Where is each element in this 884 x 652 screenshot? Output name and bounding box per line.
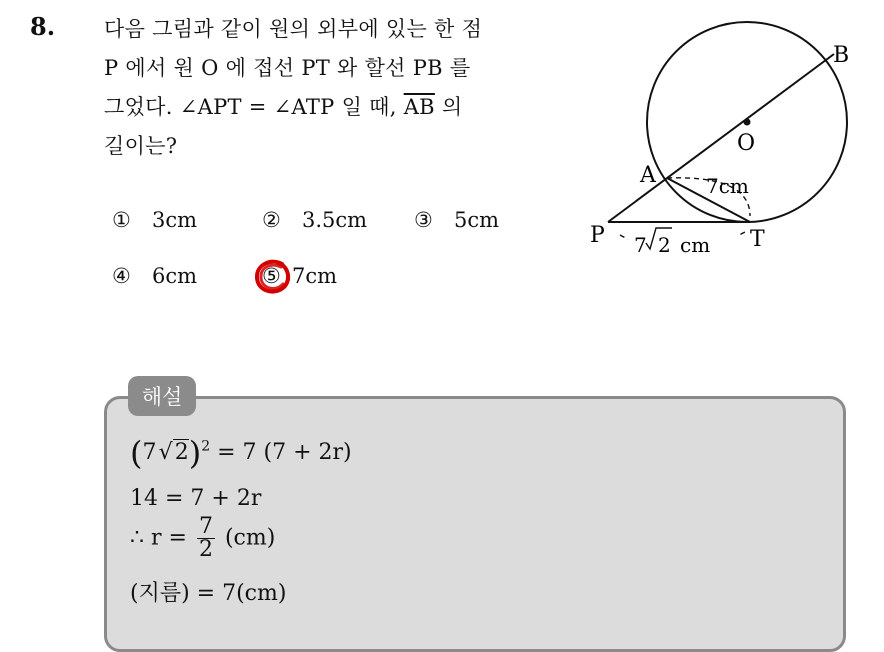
label-p: P — [590, 223, 605, 248]
question-line-3-text: 그었다. ∠APT = ∠ATP 일 때, — [104, 95, 397, 119]
solution-line-1: (7 √2)$^2$ = 7 (7 + 2r) — [130, 434, 352, 472]
label-a: A — [640, 163, 656, 188]
paren-close: ) — [188, 434, 202, 472]
solution-line-2: 14 = 7 + 2r — [130, 486, 262, 511]
question-number: 8. — [30, 12, 56, 41]
label-b: B — [833, 43, 850, 68]
label-pt-unit: cm — [680, 233, 711, 257]
question-line-1: 다음 그림과 같이 원의 외부에 있는 한 점 — [104, 17, 483, 41]
sol-coef: 7 — [142, 440, 157, 465]
fraction-den: 2 — [198, 537, 213, 562]
choice-3-value: 5cm — [454, 208, 500, 232]
sol-line3-prefix: ∴ r = — [130, 525, 187, 551]
center-point — [744, 119, 751, 126]
fraction — [197, 516, 215, 561]
geometry-figure — [580, 0, 884, 280]
choice-2[interactable] — [262, 208, 367, 232]
choice-4[interactable] — [112, 264, 197, 288]
choice-1-mark: ① — [112, 208, 131, 232]
solution-line-3 — [130, 516, 275, 561]
choice-4-mark: ④ — [112, 264, 131, 288]
sol-line1-rhs: = 7 (7 + 2r) — [217, 440, 352, 465]
label-t: T — [750, 227, 765, 252]
fraction-num: 7 — [198, 514, 213, 539]
solution-line-4: (지름) = 7(cm) — [130, 581, 287, 606]
choice-1-value: 3cm — [152, 208, 198, 232]
question-text — [104, 10, 564, 166]
question-line-3-tail: 의 — [441, 95, 463, 119]
question-line-4: 길이는? — [104, 134, 178, 158]
choice-2-value: 3.5cm — [302, 208, 368, 232]
segment-ab: $\overline{AB}$ — [403, 95, 435, 119]
choice-2-mark: ② — [262, 208, 281, 232]
choice-1[interactable] — [112, 208, 197, 232]
choice-3-mark: ③ — [414, 208, 433, 232]
choice-5-value: 7cm — [292, 264, 338, 288]
question-line-2: P 에서 원 O 에 접선 PT 와 할선 PB 를 — [104, 56, 471, 80]
paren-open: ( — [130, 434, 143, 472]
choice-3[interactable] — [414, 208, 499, 232]
choice-4-value: 6cm — [152, 264, 198, 288]
sol-line3-unit: (cm) — [224, 525, 276, 551]
label-o: O — [737, 131, 756, 156]
solution-tab: 해설 — [128, 376, 196, 416]
question-line-3 — [104, 88, 564, 127]
answer-circle-marker — [252, 258, 292, 298]
label-pt-radicand: 2 — [658, 233, 671, 257]
sol-radicand: 2 — [174, 440, 189, 465]
sol-power: 2 — [201, 438, 211, 455]
label-pt-coef: 7 — [634, 233, 647, 257]
label-at-length: 7cm — [706, 174, 749, 198]
choice-5-mark: ⑤ — [262, 264, 281, 288]
